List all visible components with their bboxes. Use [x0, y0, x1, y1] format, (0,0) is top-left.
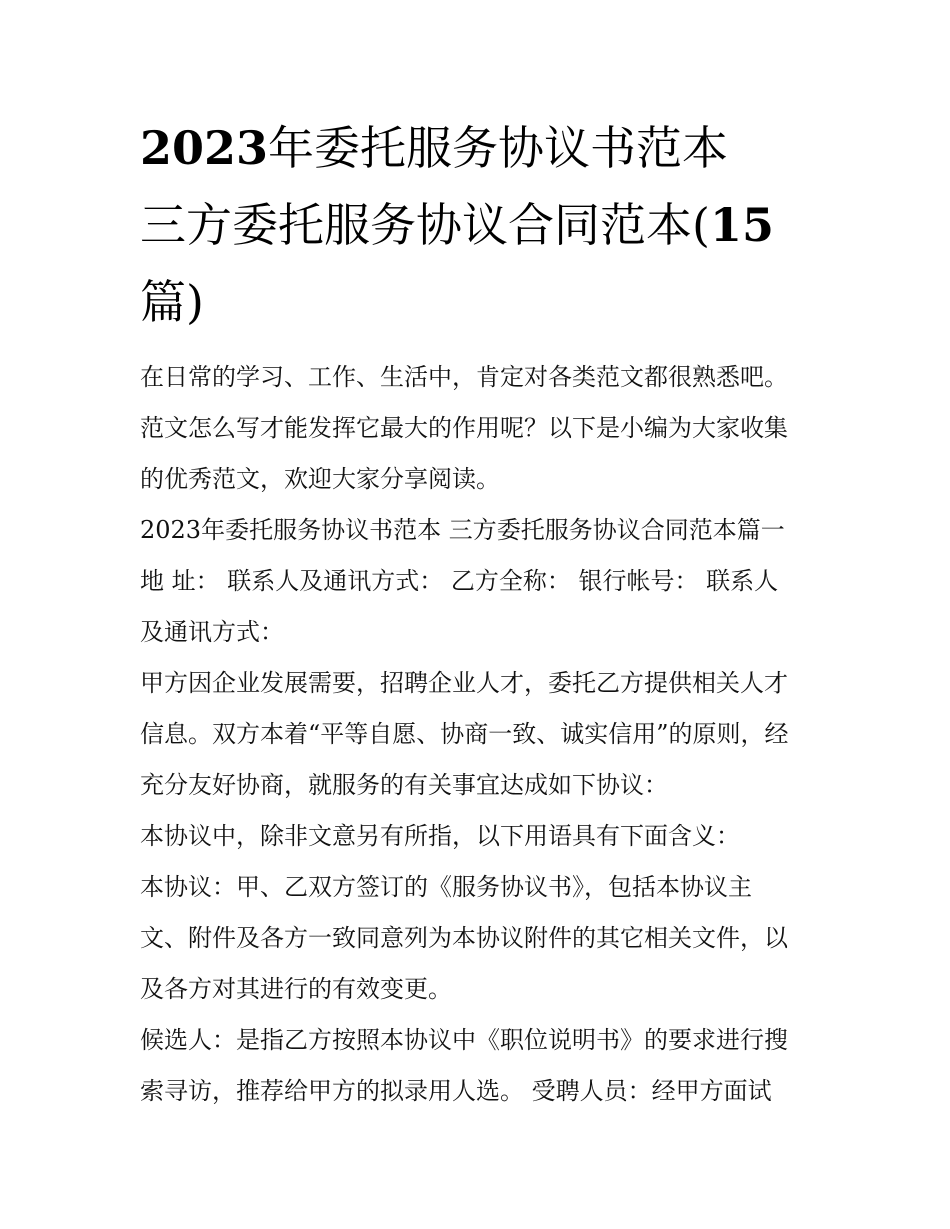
title-line-1-text: 年委托服务协议书范本 — [268, 121, 729, 175]
body-line: 本协议中，除非文意另有所指，以下用语具有下面含义： — [140, 822, 740, 850]
title-line-3-text: 篇) — [140, 275, 204, 329]
body-line: 本协议：甲、乙双方签订的《服务协议书》，包括本协议主 — [140, 873, 752, 901]
body-line: 候选人：是指乙方按照本协议中《职位说明书》的要求进行搜 — [140, 1026, 788, 1054]
body-line: 及各方对其进行的有效变更。 — [140, 975, 452, 1003]
body-line: 甲方因企业发展需要，招聘企业人才，委托乙方提供相关人才 — [140, 669, 788, 697]
document-title — [140, 110, 820, 341]
body-line: 信息。双方本着“平等自愿、协商一致、诚实信用”的原则，经 — [140, 720, 789, 748]
body-line: 充分友好协商，就服务的有关事宜达成如下协议： — [140, 771, 668, 799]
body-line: 文、附件及各方一致同意列为本协议附件的其它相关文件，以 — [140, 924, 788, 952]
document-body — [140, 352, 820, 1117]
title-year: 2023 — [140, 121, 269, 175]
body-line: 及通讯方式： — [140, 618, 284, 646]
body-line: 在日常的学习、工作、生活中，肯定对各类范文都很熟悉吧。 — [140, 363, 788, 391]
title-line-2-text: 三方委托服务协议合同范本( — [140, 198, 710, 252]
section-heading: 2023年委托服务协议书范本 三方委托服务协议合同范本篇一 — [140, 516, 785, 544]
body-line: 索寻访，推荐给甲方的拟录用人选。 受聘人员：经甲方面试 — [140, 1077, 772, 1105]
body-line: 地 址： 联系人及通讯方式： 乙方全称： 银行帐号： 联系人 — [140, 567, 779, 595]
title-line-1 — [140, 110, 820, 187]
title-line-3 — [140, 264, 820, 341]
body-line: 范文怎么写才能发挥它最大的作用呢？以下是小编为大家收集 — [140, 414, 788, 442]
title-line-2 — [140, 187, 820, 264]
title-count: 15 — [709, 198, 774, 252]
body-line: 的优秀范文，欢迎大家分享阅读。 — [140, 465, 500, 493]
